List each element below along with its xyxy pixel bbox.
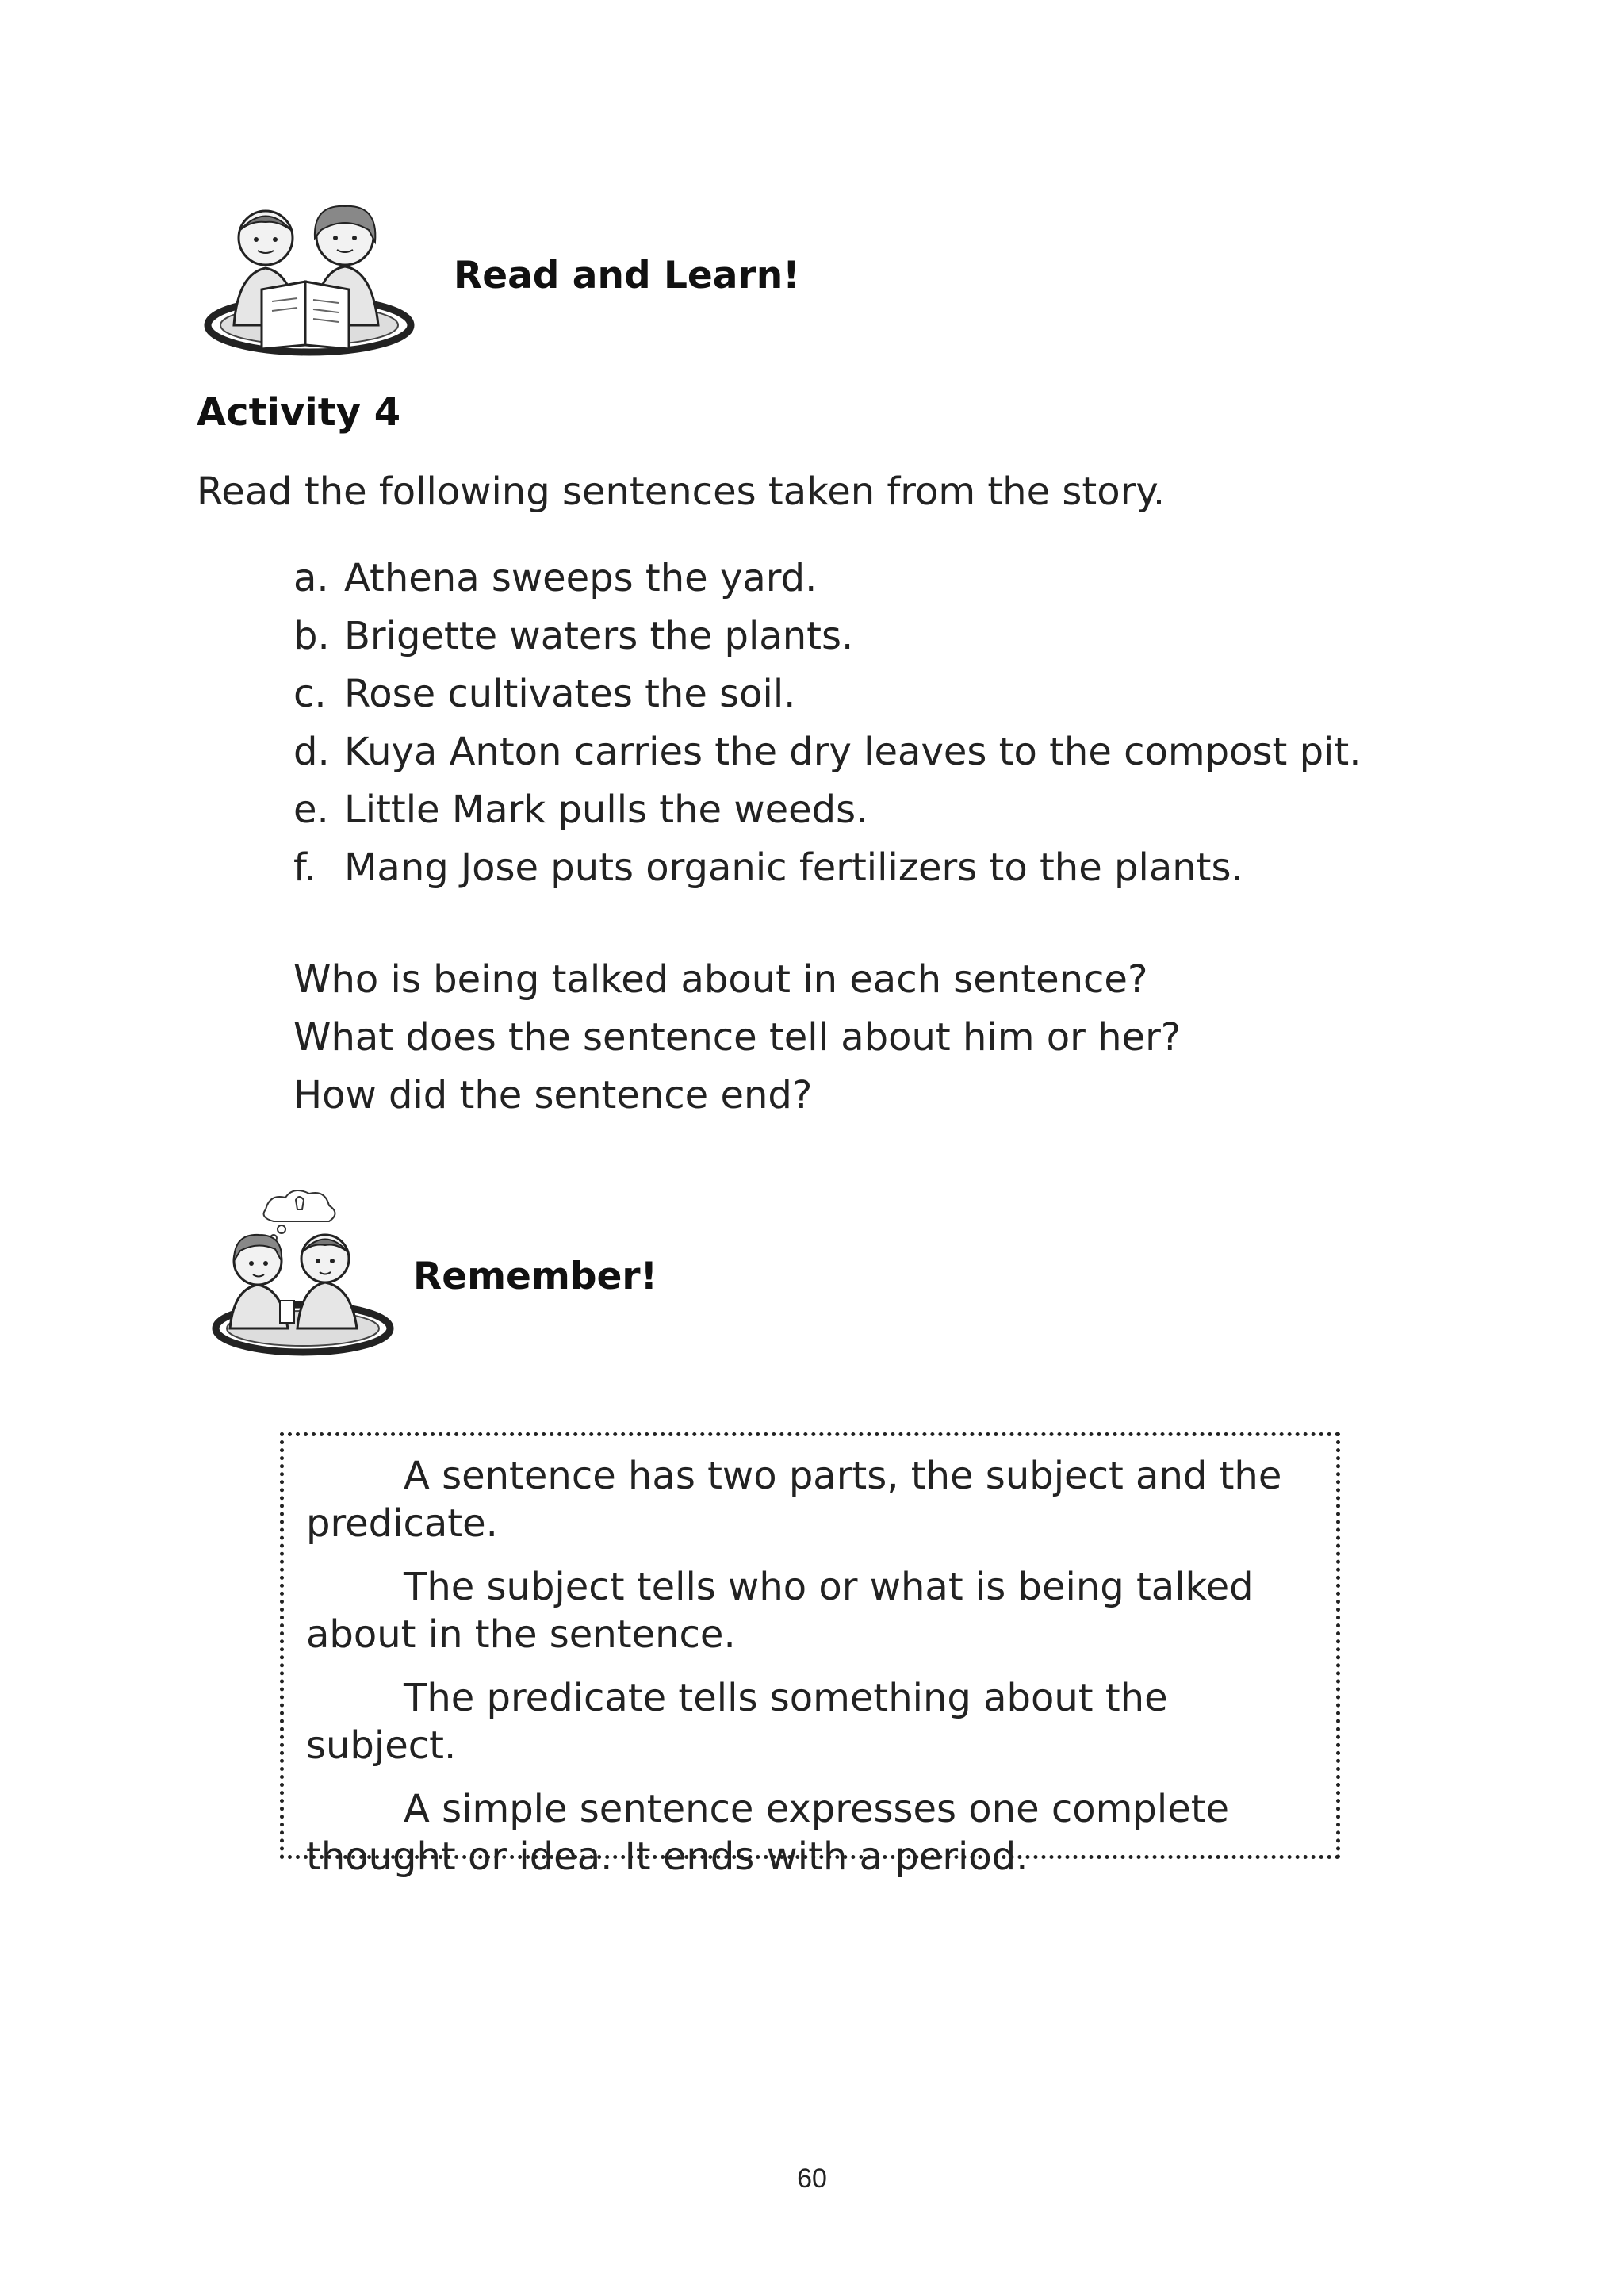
activity-intro: Read the following sentences taken from the story. — [197, 470, 1166, 514]
list-item — [293, 665, 1361, 723]
rule-paragraph: A simple sentence expresses one complete thought or idea. It ends with a period. — [306, 1787, 1230, 1879]
sentence-list — [293, 550, 1361, 897]
item-letter: c. — [293, 672, 327, 716]
list-item — [293, 839, 1361, 897]
item-text: Kuya Anton carries the dry leaves to the compost pit. — [344, 730, 1362, 774]
question-list — [293, 951, 1181, 1125]
question: What does the sentence tell about him or her? — [293, 1015, 1182, 1060]
item-letter: f. — [293, 845, 316, 890]
item-text: Brigette waters the plants. — [344, 614, 854, 658]
list-item — [293, 608, 1361, 665]
children-thinking-icon — [210, 1186, 396, 1360]
item-letter: d. — [293, 730, 330, 774]
list-item — [293, 550, 1361, 608]
rule-paragraph: The predicate tells something about the subject. — [306, 1676, 1168, 1768]
list-item — [293, 781, 1361, 839]
item-text: Little Mark pulls the weeds. — [344, 788, 868, 832]
question: How did the sentence end? — [293, 1073, 813, 1117]
page-number: 60 — [797, 2164, 827, 2194]
question: Who is being talked about in each sentence? — [293, 957, 1148, 1002]
item-text: Athena sweeps the yard. — [344, 556, 818, 600]
list-item — [293, 723, 1361, 781]
remember-box — [280, 1432, 1340, 1879]
rule-paragraph: A sentence has two parts, the subject and the predicate. — [306, 1454, 1282, 1546]
remember-heading: Remember! — [413, 1255, 658, 1298]
item-text: Rose cultivates the soil. — [344, 672, 796, 716]
item-letter: e. — [293, 788, 329, 832]
children-reading-book-icon — [202, 198, 416, 357]
read-and-learn-heading: Read and Learn! — [454, 254, 800, 297]
rule-paragraph: The subject tells who or what is being talked about in the sentence. — [306, 1565, 1254, 1657]
item-letter: a. — [293, 556, 329, 600]
activity-title: Activity 4 — [197, 390, 401, 435]
item-letter: b. — [293, 614, 330, 658]
item-text: Mang Jose puts organic fertilizers to the plants. — [344, 845, 1243, 890]
